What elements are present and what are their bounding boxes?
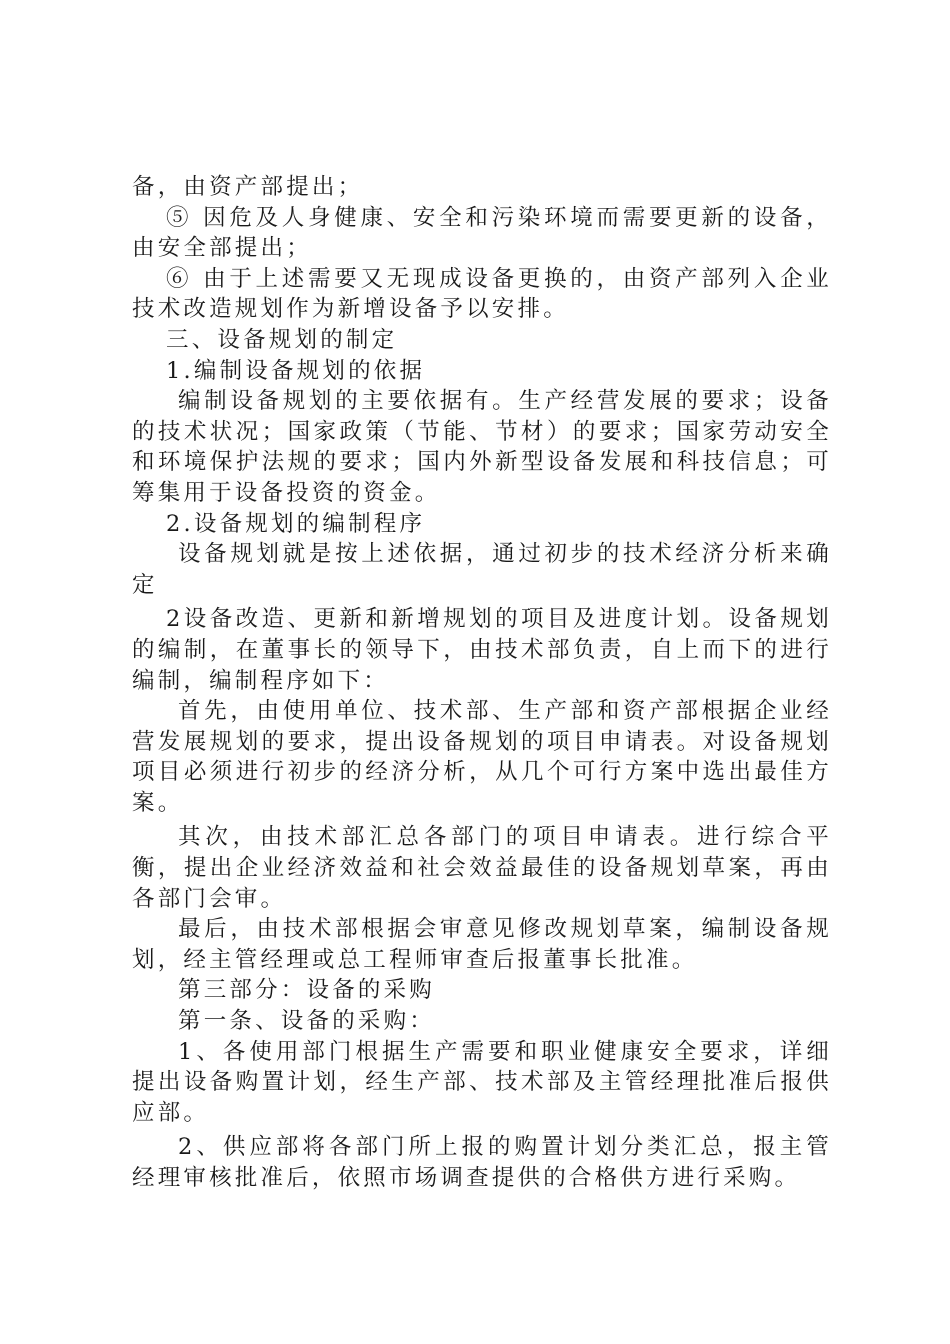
- paragraph-second-step: 其次，由技术部汇总各部门的项目申请表。进行综合平衡，提出企业经济效益和社会效益最佳的设备规划草案，再由各部门会审。: [132, 824, 832, 912]
- paragraph-procurement-2: 2、供应部将各部门所上报的购置计划分类汇总，报主管经理审核批准后，依照市场调查提供的合格供方进行采购。: [132, 1134, 832, 1191]
- part-heading-3: 第三部分：设备的采购: [178, 977, 436, 1004]
- subheading-1: 1.编制设备规划的依据: [166, 357, 426, 384]
- paragraph-planning-items: 2设备改造、更新和新增规划的项目及进度计划。设备规划的编制，在董事长的领导下，由技术部负责，自上而下的进行编制，编制程序如下：: [132, 606, 832, 694]
- section-heading-3: 三、设备规划的制定: [166, 326, 398, 353]
- document-body: [132, 172, 832, 1194]
- subheading-2: 2.设备规划的编制程序: [166, 510, 426, 537]
- article-heading-1: 第一条、设备的采购：: [178, 1008, 436, 1035]
- paragraph-final-step: 最后，由技术部根据会审意见修改规划草案，编制设备规划，经主管经理或总工程师审查后报董事长批准。: [132, 916, 832, 973]
- paragraph-planning-definition: 设备规划就是按上述依据，通过初步的技术经济分析来确定: [132, 541, 832, 598]
- paragraph-first-step: 首先，由使用单位、技术部、生产部和资产部根据企业经营发展规划的要求，提出设备规划的项目申请表。对设备规划项目必须进行初步的经济分析，从几个可行方案中选出最佳方案。: [132, 698, 832, 816]
- paragraph-item-5: ⑤ 因危及人身健康、安全和污染环境而需要更新的设备，由安全部提出；: [132, 204, 832, 262]
- paragraph-continuation: 备，由资产部提出；: [132, 174, 364, 200]
- paragraph-procurement-1: 1、各使用部门根据生产需要和职业健康安全要求，详细提出设备购置计划，经生产部、技术部及主管经理批准后报供应部。: [132, 1038, 832, 1126]
- paragraph-item-6: ⑥ 由于上述需要又无现成设备更换的，由资产部列入企业技术改造规划作为新增设备予以安排。: [132, 265, 832, 323]
- paragraph-basis: 编制设备规划的主要依据有。生产经营发展的要求；设备的技术状况；国家政策（节能、节材）的要求；国家劳动安全和环境保护法规的要求；国内外新型设备发展和科技信息；可筹集用于设备投资的资金。: [132, 388, 832, 506]
